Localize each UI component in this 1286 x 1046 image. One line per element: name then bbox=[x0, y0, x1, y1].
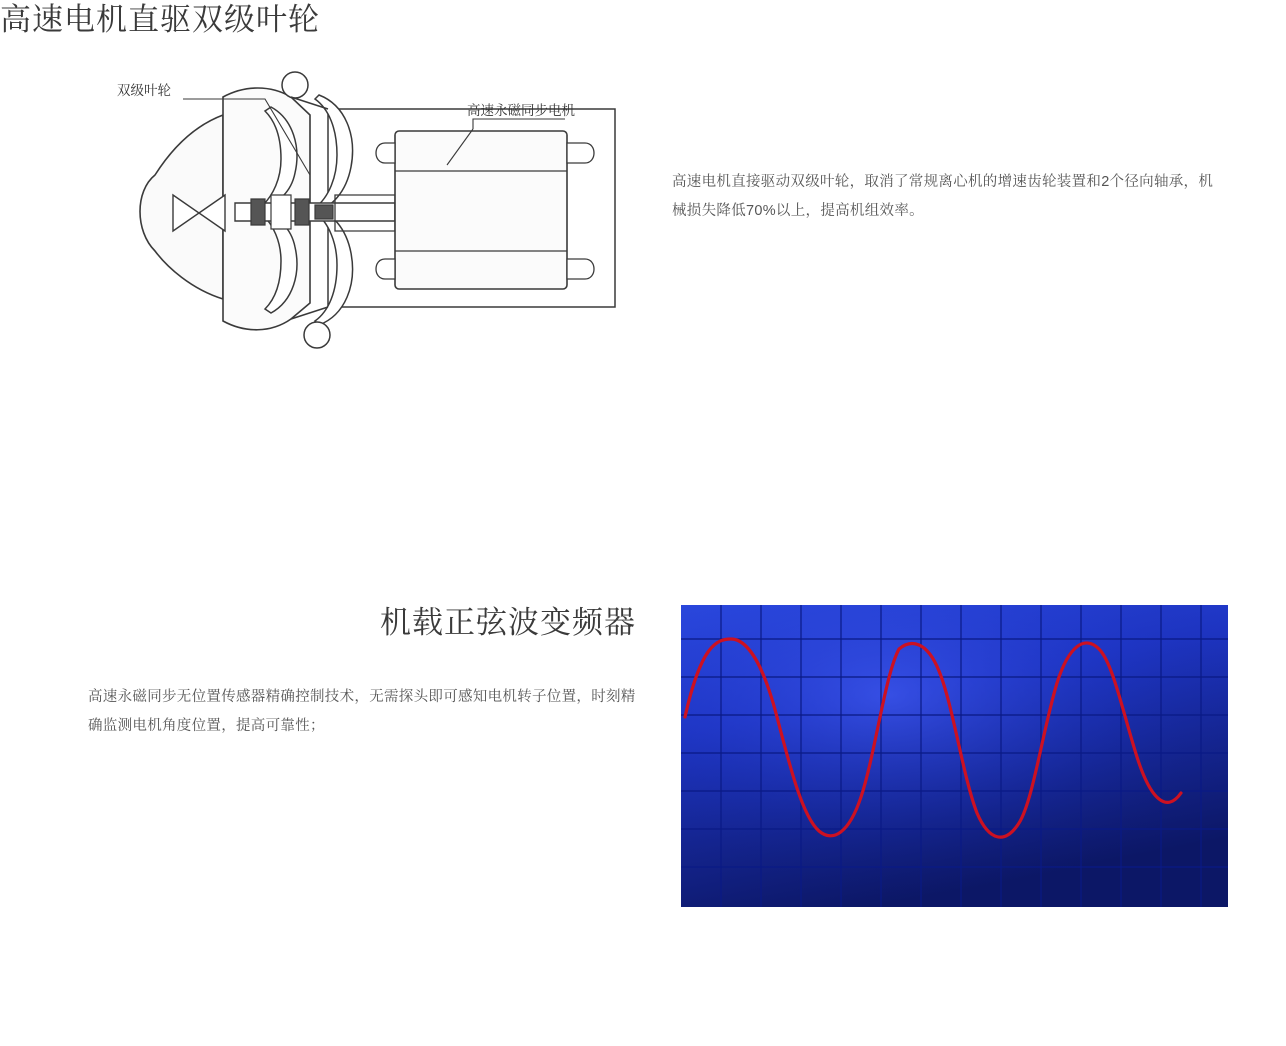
section-title-sine-inverter: 机载正弦波变频器 bbox=[380, 605, 636, 640]
section-body-high-speed-motor: 高速电机直接驱动双级叶轮，取消了常规离心机的增速齿轮装置和2个径向轴承，机械损失降低70%以上，提高机组效率。 bbox=[672, 174, 1214, 219]
section-title-high-speed-motor: 高速电机直驱双级叶轮 bbox=[0, 2, 320, 37]
two-stage-impeller-cutaway-diagram bbox=[95, 55, 655, 365]
section-body-sine-inverter: 高速永磁同步无位置传感器精确控制技术，无需探头即可感知电机转子位置，时刻精确监测电机角度位置，提高可靠性； bbox=[88, 689, 636, 734]
section-high-speed-motor bbox=[0, 0, 1286, 520]
section-onboard-sine-inverter bbox=[0, 520, 1286, 1046]
callout-label-impeller: 双级叶轮 bbox=[117, 83, 171, 98]
callout-label-motor: 高速永磁同步电机 bbox=[467, 103, 575, 118]
sine-wave-oscilloscope-image bbox=[681, 605, 1228, 907]
